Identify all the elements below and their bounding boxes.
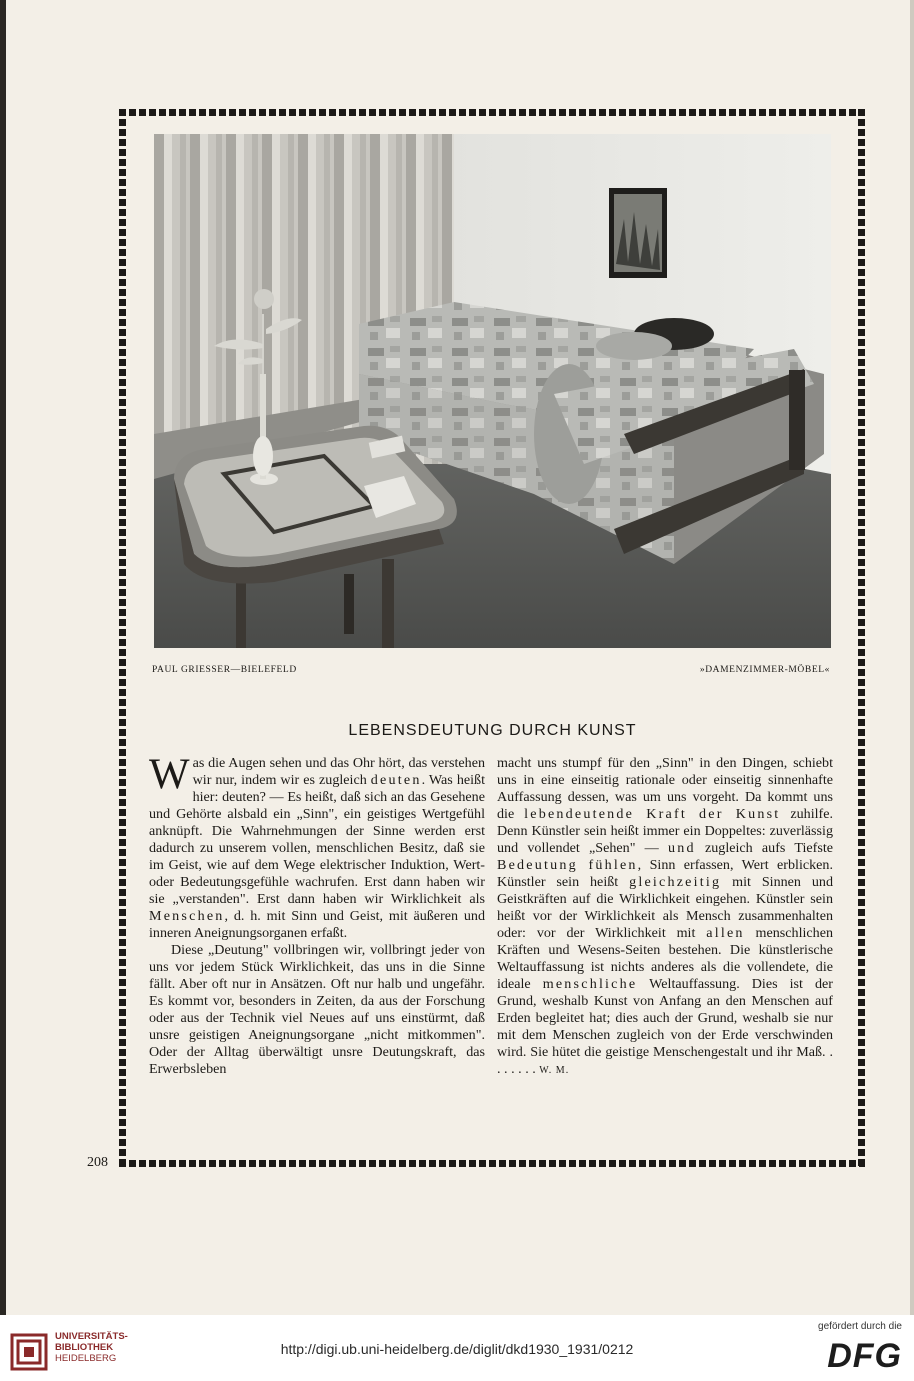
daybed-photograph	[154, 134, 831, 648]
page-number: 208	[87, 1155, 108, 1170]
text-run: , d. h. mit Sinn und Geist, mit äußeren	[224, 908, 464, 924]
article-title: LEBENSDEUTUNG DURCH KUNST	[348, 722, 637, 739]
text-run: macht uns stumpf für den „Sinn" in den Dingen, schiebt uns in eine einseitig rationale oder einseitig sinnenhafte Auffassung dessen, was um uns vorgeht. Da kommt uns die	[497, 755, 833, 822]
text-run: . Was heißt hier: deuten? — Es heißt, daß sich an das Gesehene und Gehörte alsbald ein „Sinn", ein geistiges Wertgefühl anknüpft. Die Wahrnehmungen der Sinne werden erst dadurch zu unserem vollen, menschlichen Besitz, daß sie im Geist, wie auf dem Wege elektrischer Induktion, Wert- oder Bedeutungsgefühle wachrufen. Erst dann haben wir sie „verstanden". Erst dann haben wir Wirklichkeit als	[149, 772, 485, 907]
spaced-text: Bedeutung fühlen	[497, 857, 638, 873]
spaced-text: deuten	[370, 772, 422, 788]
photo-caption: »DAMENZIMMER-MÖBEL«	[699, 665, 830, 675]
text-run: mit Sinnen und Geistkräften auf die Wirklichkeit eingehen. Künstler sein heißt vor der Wirklichkeit als Mensch zusammenhalten oder: vor der Wirklichkeit mit	[497, 874, 833, 941]
article-column-left	[149, 751, 485, 1078]
library-name-line: HEIDELBERG	[55, 1353, 117, 1364]
border-top	[119, 109, 865, 116]
dfg-logo: DFG	[827, 1337, 902, 1375]
spaced-text: menschliche	[542, 976, 638, 992]
text-run: und	[463, 908, 485, 924]
text-run: as die Augen sehen und das Ohr hört, das verstehen wir nur, indem wir es zugleich	[192, 755, 485, 788]
text-run: menschlichen Kräften und Wesens-Seiten bestehen. Die künstlerische Weltauffassung ist nichts anderes als die vollendete, die ideale	[497, 925, 834, 992]
author-initials: W. M.	[539, 1065, 570, 1076]
text-run: Weltauffassung. Dies ist der Grund, weshalb Kunst von Anfang an den Menschen auf Erden begleitet hat; dies auch der Grund, weshalb sie nur mit dem Menschen zugleich von der Erde verschwinden wird. Sie hütet die geistige Menschengestalt und ihr Maß. . . . . . . .	[497, 976, 833, 1077]
text-run: , Sinn erfassen, Wert erblicken. Künstler sein heißt	[497, 857, 833, 890]
page-edge-right	[910, 0, 914, 1381]
photo-credit: PAUL GRIESSER—BIELEFELD	[152, 665, 297, 675]
spaced-text: lebendeutende Kraft der Kunst	[524, 806, 781, 822]
border-left	[119, 109, 126, 1167]
paragraph	[149, 751, 485, 942]
text-run: inneren Aneignungsorganen erfaßt.	[149, 925, 348, 941]
spaced-text: gleichzeitig	[629, 874, 722, 890]
spaced-text: allen	[706, 925, 745, 941]
text-run: zuhilfe. Denn Künstler sein heißt immer ein Doppeltes: zuverlässig und vollendet „Sehen" —	[497, 806, 833, 856]
paragraph	[497, 755, 833, 1079]
library-name-line: BIBLIOTHEK	[55, 1342, 114, 1353]
spaced-text: und	[668, 840, 696, 856]
funding-note: gefördert durch die	[818, 1321, 902, 1332]
source-url-link[interactable]: http://digi.ub.uni-heidelberg.de/diglit/dkd1930_1931/0212	[280, 1341, 634, 1357]
library-name-line: UNIVERSITÄTS-	[55, 1331, 128, 1342]
footer-bar	[0, 1315, 914, 1381]
border-right	[858, 109, 865, 1167]
spaced-text: Menschen	[149, 908, 225, 924]
page-edge-left	[0, 0, 6, 1381]
border-bottom	[119, 1160, 865, 1167]
paragraph: Diese „Deutung" vollbringen wir, vollbringt jeder von uns vor jedem Stück Wirklichkeit, das uns in die Sinne fällt. Aber oft nur in Ansätzen. Oft nur halb und ungefähr. Es kommt vor, besonders in Zeiten, da aus der Forschung oder aus der Technik viel Neues auf uns einstürmt, daß unsre geistigen Aneignungsorgane „nicht mitkommen". Oder der Alltag überwältigt unsre Deutungskraft, das Erwerbsleben	[149, 942, 485, 1077]
article-column-right	[497, 755, 833, 1079]
drop-cap: W	[149, 751, 190, 798]
text-run: zugleich aufs Tiefste	[695, 840, 833, 856]
